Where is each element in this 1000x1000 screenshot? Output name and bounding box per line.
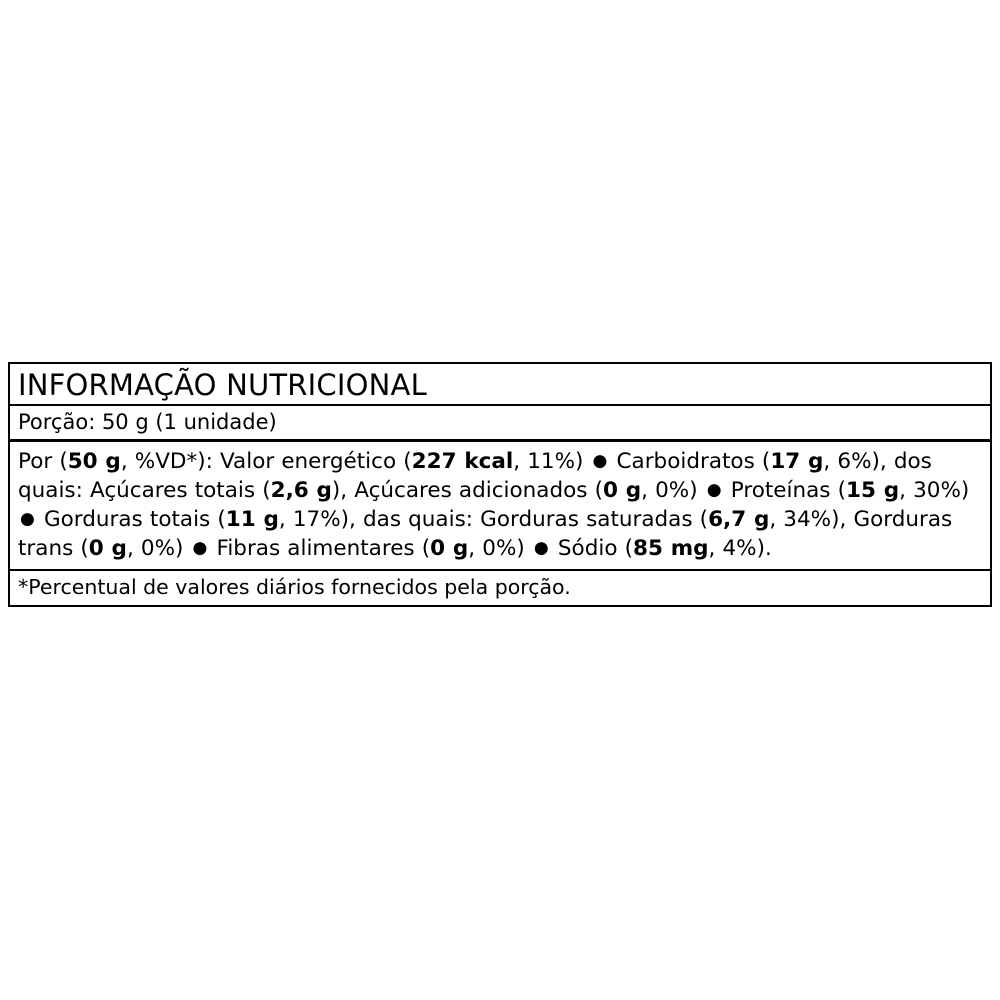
facts-protein-pct: , 30%) [899, 478, 970, 503]
footnote-row [10, 571, 990, 605]
bullet-separator-icon: ● [706, 480, 722, 500]
facts-fat-sat-value: 6,7 g [708, 507, 770, 532]
facts-fat-total-label: Gorduras totais ( [43, 507, 226, 532]
facts-intro-amount: 50 g [67, 449, 121, 474]
facts-sugars-total-pct: ), [331, 478, 355, 503]
facts-fat-trans-label: Gorduras trans ( [18, 507, 953, 561]
facts-intro-vd: , %VD*): [120, 449, 221, 474]
bullet-separator-icon: ● [20, 509, 35, 529]
facts-energy-pct: , 11%) [513, 449, 584, 474]
facts-protein-label: Proteínas ( [730, 478, 847, 503]
nutrition-facts-row [10, 442, 990, 571]
facts-carbs-pct: , 6%), dos quais: [18, 449, 932, 503]
facts-fat-total-value: 11 g [225, 507, 279, 532]
nutrition-facts-text [18, 447, 982, 563]
facts-sugars-added-pct: , 0%) [641, 478, 698, 503]
nutrition-label [8, 362, 992, 607]
page-title: INFORMAÇÃO NUTRICIONAL [18, 368, 427, 402]
nutrition-title-row [10, 364, 990, 406]
bullet-separator-icon: ● [592, 451, 608, 471]
facts-fiber-pct: , 0%) [468, 536, 525, 561]
facts-fiber-value: 0 g [430, 536, 469, 561]
facts-fiber-label: Fibras alimentares ( [216, 536, 431, 561]
facts-intro-label: Por ( [18, 449, 68, 474]
facts-sugars-total-label: Açúcares totais ( [90, 478, 271, 503]
facts-fat-trans-value: 0 g [88, 536, 127, 561]
footnote-text: *Percentual de valores diários fornecidos pela porção. [18, 575, 571, 599]
facts-carbs-label: Carboidratos ( [616, 449, 771, 474]
facts-sodium-pct: , 4%). [708, 536, 772, 561]
facts-sugars-added-label: Açúcares adicionados ( [354, 478, 604, 503]
facts-fat-sat-pct: , 34%), [769, 507, 854, 532]
nutrition-label-box [8, 362, 992, 607]
facts-fat-total-pct: , 17%), das quais: [278, 507, 481, 532]
facts-carbs-value: 17 g [770, 449, 824, 474]
facts-fat-trans-pct: , 0%) [126, 536, 184, 561]
facts-sodium-label: Sódio ( [557, 536, 633, 561]
bullet-separator-icon: ● [192, 538, 208, 558]
facts-energy-label: Valor energético ( [220, 449, 412, 474]
facts-fat-sat-label: Gorduras saturadas ( [480, 507, 709, 532]
facts-sugars-added-value: 0 g [603, 478, 642, 503]
facts-sodium-value: 85 mg [633, 536, 709, 561]
facts-sugars-total-value: 2,6 g [270, 478, 332, 503]
bullet-separator-icon: ● [533, 538, 549, 558]
facts-protein-value: 15 g [846, 478, 900, 503]
portion-row [10, 406, 990, 442]
portion-text: Porção: 50 g (1 unidade) [18, 410, 277, 434]
facts-energy-value: 227 kcal [411, 449, 514, 474]
